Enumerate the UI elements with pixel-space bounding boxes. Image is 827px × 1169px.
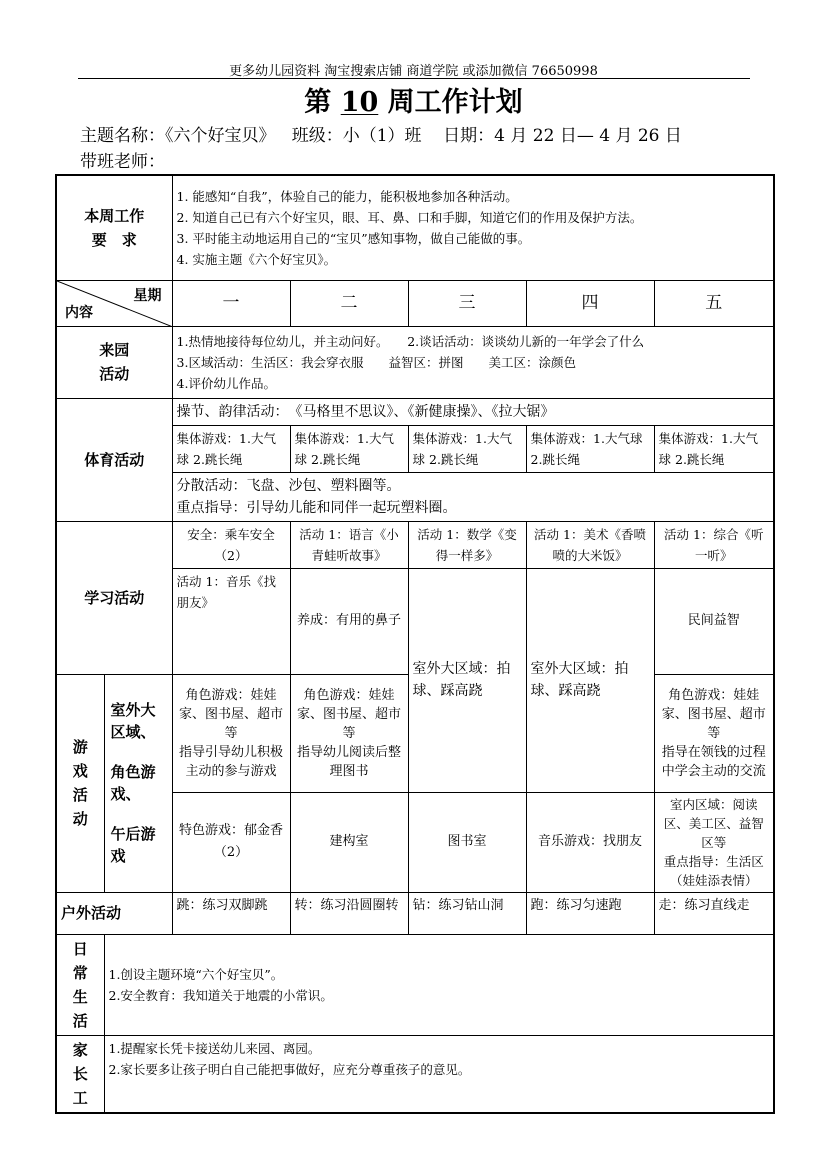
learning-label: 学习活动 [56, 521, 172, 674]
sports-group-friday: 集体游戏：1.大气球 2.跳长绳 [654, 425, 774, 472]
arrival-line: 3.区域活动：生活区：我会穿衣服 益智区：拼图 美工区：涂颜色 [176, 354, 576, 370]
arrival-line: 4.评价幼儿作品。 [176, 375, 276, 391]
games-sub-outdoor: 室外大区域、 [110, 701, 156, 741]
arrival-content [172, 326, 774, 398]
afternoon-wednesday: 图书室 [408, 792, 526, 892]
date-label: 日期： [443, 126, 495, 146]
outdoor-wednesday: 钻：练习钻山洞 [408, 892, 526, 934]
goals-row [56, 175, 774, 280]
role-game-guide: 指导引导幼儿积极主动的参与游戏 [179, 744, 284, 779]
role-game-tuesday [290, 674, 408, 792]
arrival-label: 来园 活动 [56, 326, 172, 398]
outdoor-label: 户外活动 [56, 892, 172, 934]
diagonal-header-cell [56, 280, 172, 326]
afternoon-friday: 室内区域：阅读区、美工区、益智区等 重点指导：生活区（娃娃添表情） [654, 792, 774, 892]
games-label-text: 游戏活动 [72, 738, 88, 828]
weekly-plan-table [55, 174, 775, 1114]
role-game-monday [172, 674, 290, 792]
outdoor-tuesday: 转：练习沿圆圈转 [290, 892, 408, 934]
afternoon-monday: 特色游戏：郁金香（2） [172, 792, 290, 892]
learning-row-1 [56, 521, 774, 568]
outdoor-row [56, 892, 774, 934]
date-range: 4 月 22 日— 4 月 26 日 [494, 126, 682, 146]
afternoon-thursday: 音乐游戏：找朋友 [526, 792, 654, 892]
header-divider [78, 78, 750, 79]
games-label [56, 674, 104, 892]
games-subcategories [104, 674, 172, 892]
day-tuesday: 二 [290, 280, 408, 326]
arrival-line: 1.热情地接待每位幼儿，并主动问好。 2.谈话活动：谈谈幼儿新的一年学会了什么 [176, 333, 645, 349]
daily-row [56, 934, 774, 1035]
learning-tuesday-2: 养成：有用的鼻子 [290, 568, 408, 674]
role-game-text: 角色游戏：娃娃家、图书屋、超市等 [179, 687, 284, 741]
learning-tuesday-1: 活动 1：语言《小青蛙听故事》 [290, 521, 408, 568]
day-monday: 一 [172, 280, 290, 326]
parents-label [56, 1035, 104, 1113]
learning-friday-1: 活动 1：综合《听一听》 [654, 521, 774, 568]
sports-group-tuesday: 集体游戏：1.大气球 2.跳长绳 [290, 425, 408, 472]
week-number: 10 [340, 87, 379, 118]
meta-line [80, 126, 682, 146]
games-sub-afternoon: 午后游戏 [110, 825, 156, 865]
class-label: 班级： [291, 126, 343, 146]
goal-item: 3. 平时能主动地运用自己的“宝贝”感知事物，做自己能做的事。 [176, 230, 531, 246]
sports-group-wednesday: 集体游戏：1.大气球 2.跳长绳 [408, 425, 526, 472]
learning-monday-2: 活动 1：音乐《找朋友》 [172, 568, 290, 674]
sports-scatter: 分散活动：飞盘、沙包、塑料圈等。 [176, 477, 401, 494]
role-game-text: 角色游戏：娃娃家、图书屋、超市等 [297, 687, 402, 741]
sports-focus: 重点指导：引导幼儿能和同伴一起玩塑料圈。 [176, 499, 457, 516]
parents-content [104, 1035, 774, 1113]
outdoor-area-thursday: 室外大区域：拍球、踩高跷 [526, 568, 654, 792]
title-suffix: 周工作计划 [378, 87, 523, 118]
outdoor-area-wednesday: 室外大区域：拍球、踩高跷 [408, 568, 526, 792]
parents-line: 1.提醒家长凭卡接送幼儿来园、离园。 [108, 1040, 321, 1056]
parents-label-text: 家长工 [72, 1040, 88, 1107]
goal-item: 2. 知道自己已有六个好宝贝，眼、耳、鼻、口和手脚，知道它们的作用及保护方法。 [176, 209, 643, 225]
outdoor-friday: 走：练习直线走 [654, 892, 774, 934]
goal-item: 4. 实施主题《六个好宝贝》。 [176, 251, 337, 267]
title-prefix: 第 [304, 87, 341, 118]
content-label: 内容 [65, 304, 93, 321]
sports-morning-row [56, 398, 774, 425]
theme-label: 主题名称： [80, 126, 165, 146]
learning-thursday-1: 活动 1：美术《香喷喷的大米饭》 [526, 521, 654, 568]
role-game-text: 角色游戏：娃娃家、图书屋、超市等 [661, 687, 766, 741]
role-game-guide: 指导幼儿阅读后整理图书 [297, 744, 402, 779]
arrival-row [56, 326, 774, 398]
teacher-line: 带班老师： [80, 152, 165, 172]
sports-label: 体育活动 [56, 398, 172, 521]
learning-monday-1: 安全：乘车安全（2） [172, 521, 290, 568]
weekday-header-row [56, 280, 774, 326]
goals-label: 本周工作 要 求 [56, 175, 172, 280]
daily-line: 1.创设主题环境“六个好宝贝”。 [108, 966, 284, 982]
outdoor-monday: 跳：练习双脚跳 [172, 892, 290, 934]
sports-group-monday: 集体游戏：1.大气球 2.跳长绳 [172, 425, 290, 472]
learning-wednesday-1: 活动 1：数学《变得一样多》 [408, 521, 526, 568]
sports-morning: 操节、韵律活动： 《马格里不思议》、《新健康操》、《拉大锯》 [172, 398, 774, 425]
daily-label [56, 934, 104, 1035]
sports-scatter-cell [172, 472, 774, 521]
day-friday: 五 [654, 280, 774, 326]
sports-group-thursday: 集体游戏：1.大气球 2.跳长绳 [526, 425, 654, 472]
day-thursday: 四 [526, 280, 654, 326]
daily-label-text: 日常生活 [72, 939, 88, 1030]
theme-name: 《六个好宝贝》 [165, 126, 276, 146]
goal-item: 1. 能感知“自我”，体验自己的能力，能积极地参加各种活动。 [176, 188, 518, 204]
page-title [0, 86, 827, 120]
afternoon-tuesday: 建构室 [290, 792, 408, 892]
goals-list [172, 175, 774, 280]
games-sub-role: 角色游戏、 [110, 763, 156, 803]
outdoor-thursday: 跑：练习匀速跑 [526, 892, 654, 934]
class-name: 小（1）班 [342, 126, 422, 146]
day-wednesday: 三 [408, 280, 526, 326]
learning-friday-2: 民间益智 [654, 568, 774, 674]
daily-line: 2.安全教育：我知道关于地震的小常识。 [108, 987, 333, 1003]
role-game-guide: 指导在领钱的过程中学会主动的交流 [661, 744, 766, 779]
role-game-friday [654, 674, 774, 792]
daily-content [104, 934, 774, 1035]
parents-row [56, 1035, 774, 1113]
parents-line: 2.家长要多让孩子明白自己能把事做好，应充分尊重孩子的意见。 [108, 1061, 471, 1077]
page-header: 更多幼儿园资料 淘宝搜索店铺 商道学院 或添加微信 76650998 [229, 64, 598, 79]
weekday-label: 星期 [133, 287, 162, 304]
